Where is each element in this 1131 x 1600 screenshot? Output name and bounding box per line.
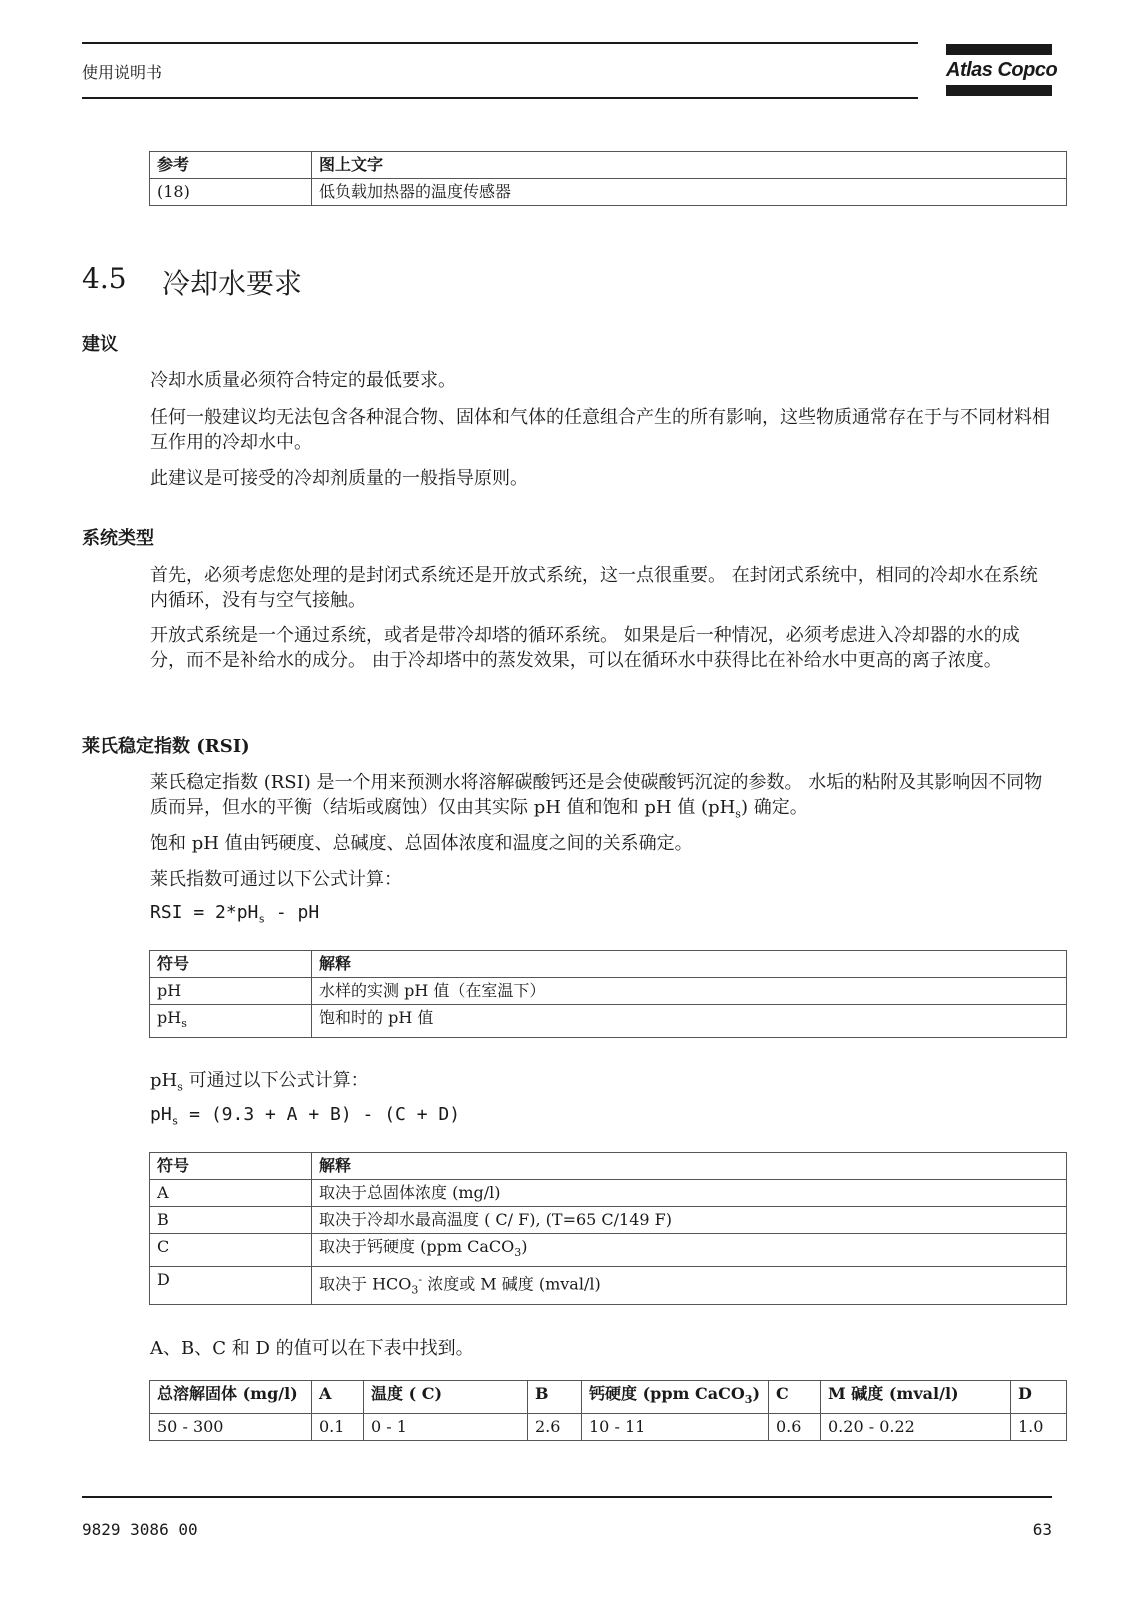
table-cell: 水样的实测 pH 值（在室温下） [312,978,1067,1005]
header-top-rule [82,42,918,44]
paragraph: $pH_s$ 可通过以下公式计算： [150,1070,369,1094]
paragraph: 莱氏稳定指数 (RSI) 是一个用来预测水将溶解碳酸钙还是会使碳酸钙沉淀的参数。 水垢的粘附及其影响因不同物质而异，但水的平衡（结垢或腐蚀）仅由其实际 pH 值和饱和 pH 值 $(pH_s)$ 确定。 [150,772,1043,821]
subheading-rsi: 莱氏稳定指数 (RSI) [82,736,250,757]
table-cell: 取决于冷却水最高温度 ( C/ F), (T=65 C/149 F) [312,1207,1067,1234]
table-cell: $pH_s$ [150,1005,312,1038]
footer-rule [82,1496,1052,1498]
table-header-cell: 参考 [150,152,312,179]
table-cell: 0.1 [312,1414,364,1441]
table-row [150,1180,1067,1207]
table-row [150,1414,1067,1441]
table-header-cell: 符号 [150,1153,312,1180]
page-number: 63 [1032,1520,1052,1539]
table-row [150,978,1067,1005]
table-cell: D [150,1267,312,1305]
table-row [150,179,1067,206]
table-cell: 50 - 300 [150,1414,312,1441]
table-row [150,1005,1067,1038]
table-header-row [150,1381,1067,1414]
table-cell: 0.6 [769,1414,821,1441]
table-cell: 2.6 [528,1414,582,1441]
phs-formula: $pH_s = (9.3 + A + B) - (C + D)$ [150,1104,461,1128]
table-header-cell: 钙硬度 (ppm CaCO$_3$) [582,1381,769,1414]
paragraph: 任何一般建议均无法包含各种混合物、固体和气体的任意组合产生的所有影响，这些物质通常存在于与不同材料相互作用的冷却水中。 [150,407,1050,453]
table-cell: C [150,1234,312,1267]
table-cell: B [150,1207,312,1234]
table-row [150,1207,1067,1234]
rsi-formula: RSI = $2*pH_s$ - pH [150,902,320,926]
table-header-cell: 图上文字 [312,152,1067,179]
subheading-recommendation: 建议 [82,334,118,355]
paragraph: 首先，必须考虑您处理的是封闭式系统还是开放式系统，这一点很重要。 在封闭式系统中，相同的冷却水在系统内循环，没有与空气接触。 [150,565,1038,611]
table-header-cell: D [1011,1381,1067,1414]
table-cell: 饱和时的 pH 值 [312,1005,1067,1038]
reference-table [149,151,1067,206]
table-header-row [150,951,1067,978]
table-cell: 取决于钙硬度 (ppm CaCO$_3$) [312,1234,1067,1267]
table-cell: (18) [150,179,312,206]
table-header-cell: A [312,1381,364,1414]
section-title: 冷却水要求 [162,267,303,300]
table-cell: 低负载加热器的温度传感器 [312,179,1067,206]
table-cell: 取决于 $HCO_3^-$ 浓度或 M 碱度 (mval/l) [312,1267,1067,1305]
table-row [150,1234,1067,1267]
paragraph: 饱和 pH 值由钙硬度、总碱度、总固体浓度和温度之间的关系确定。 [150,833,693,854]
atlas-copco-logo: Atlas Copco [946,44,1052,96]
table-header-row [150,1153,1067,1180]
paragraph: 冷却水质量必须符合特定的最低要求。 [150,370,456,391]
table-header-cell: 温度 ( C) [364,1381,528,1414]
table-header-cell: 总溶解固体 (mg/l) [150,1381,312,1414]
paragraph: 此建议是可接受的冷却剂质量的一般指导原则。 [150,468,528,489]
table-cell: 0 - 1 [364,1414,528,1441]
paragraph: 开放式系统是一个通过系统，或者是带冷却塔的循环系统。 如果是后一种情况，必须考虑进入冷却器的水的成分，而不是补给水的成分。 由于冷却塔中的蒸发效果，可以在循环水中获得比在补给水中更高的离子浓度。 [150,625,1020,671]
table-header-cell: M 碱度 (mval/l) [821,1381,1011,1414]
table-cell: 10 - 11 [582,1414,769,1441]
subheading-system-type: 系统类型 [82,528,154,549]
table-header-cell: 解释 [312,1153,1067,1180]
table-cell: 0.20 - 0.22 [821,1414,1011,1441]
header-title: 使用说明书 [82,63,163,82]
table-header-cell: 解释 [312,951,1067,978]
table-header-cell: C [769,1381,821,1414]
table-cell: pH [150,978,312,1005]
table-header-cell: 符号 [150,951,312,978]
table-cell: 取决于总固体浓度 (mg/l) [312,1180,1067,1207]
paragraph: A、B、C 和 D 的值可以在下表中找到。 [150,1338,474,1359]
header-bottom-rule [82,97,918,99]
table-header-cell: B [528,1381,582,1414]
document-number: 9829 3086 00 [82,1520,198,1539]
table-header-row [150,152,1067,179]
paragraph: 莱氏指数可通过以下公式计算： [150,869,402,890]
section-number: 4.5 [82,262,127,295]
table-row [150,1267,1067,1305]
rsi-symbol-table [149,950,1067,1038]
table-cell: 1.0 [1011,1414,1067,1441]
phs-symbol-table [149,1152,1067,1305]
table-cell: A [150,1180,312,1207]
values-table [149,1380,1067,1441]
